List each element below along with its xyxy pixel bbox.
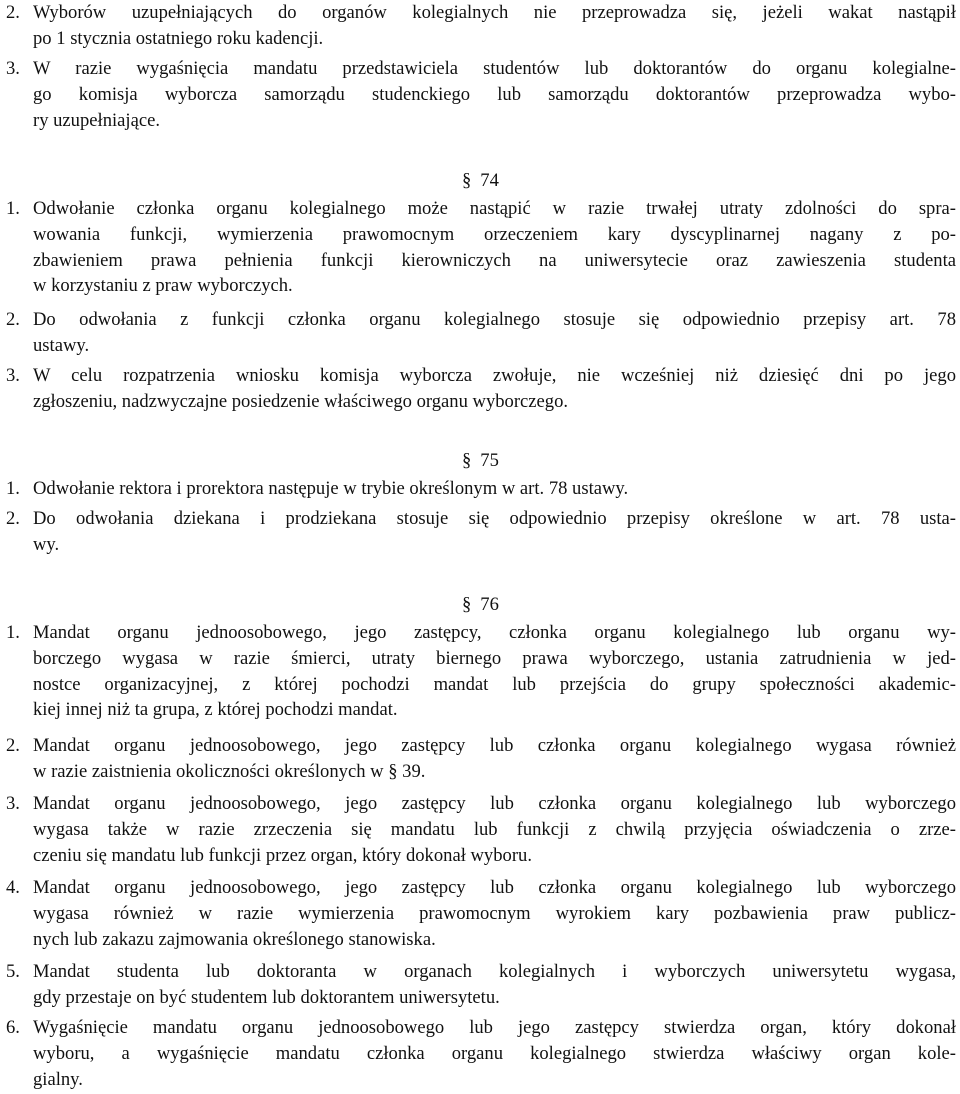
text-line: wyboru, a wygaśnięcie mandatu członka organu kolegialnego stwierdza właściwy organ kole- — [33, 1042, 956, 1064]
item-number: 1. — [6, 622, 20, 643]
text-line: nostce organizacyjnej, z której pochodzi mandat lub przejścia do grupy społeczności akademic- — [33, 673, 956, 695]
item-number: 1. — [6, 198, 20, 219]
paragraph-item — [6, 0, 956, 52]
text-line: ustawy. — [33, 334, 90, 356]
paragraph-item — [6, 363, 956, 415]
paragraph-item — [6, 791, 956, 868]
text-line: kiej innej niż ta grupa, z której pochodzi mandat. — [33, 699, 398, 721]
text-line: Odwołanie członka organu kolegialnego może nastąpić w razie trwałej utraty zdolności do spra- — [33, 198, 956, 219]
text-line: Wygaśnięcie mandatu organu jednoosobowego lub jego zastępcy stwierdza organ, który dokonał — [33, 1017, 956, 1038]
text-line: czeniu się mandatu lub funkcji przez organ, który dokonał wyboru. — [33, 844, 532, 866]
text-line: w razie zaistnienia okoliczności określonych w § 39. — [33, 760, 426, 782]
item-number: 3. — [6, 793, 20, 814]
item-number: 2. — [6, 735, 20, 756]
text-line: Mandat organu jednoosobowego, jego zastępcy lub członka organu kolegialnego wygasa również — [33, 735, 956, 756]
text-line: go komisja wyborcza samorządu studenckiego lub samorządu doktorantów przeprowadza wybo- — [33, 83, 956, 105]
item-number: 1. — [6, 478, 20, 499]
text-line: borczego wygasa w razie śmierci, utraty biernego prawa wyborczego, ustania zatrudnienia w jed- — [33, 647, 956, 669]
item-number: 3. — [6, 365, 20, 386]
item-number: 5. — [6, 961, 20, 982]
text-line: zgłoszeniu, nadzwyczajne posiedzenie właściwego organu wyborczego. — [33, 390, 569, 412]
text-line: wy. — [33, 533, 60, 555]
paragraph-item — [6, 476, 956, 502]
item-number: 2. — [6, 2, 20, 23]
text-line: nych lub zakazu zajmowania określonego stanowiska. — [33, 928, 436, 950]
paragraph-item — [6, 307, 956, 359]
paragraph-item — [6, 56, 956, 133]
section-number: 74 — [480, 170, 499, 191]
paragraph-item — [6, 196, 956, 299]
text-line: gialny. — [33, 1068, 83, 1090]
section-heading — [462, 168, 499, 194]
text-line: W razie wygaśnięcia mandatu przedstawiciela studentów lub doktorantów do organu kolegialne- — [33, 58, 956, 79]
paragraph-item — [6, 1015, 956, 1092]
text-line: ry uzupełniające. — [33, 109, 160, 131]
text-line: w korzystaniu z praw wyborczych. — [33, 275, 293, 297]
text-line: Do odwołania dziekana i prodziekana stosuje się odpowiednio przepisy określone w art. 78 usta- — [33, 508, 956, 529]
text-line: wowania funkcji, wymierzenia prawomocnym orzeczeniem kary dyscyplinarnej nagany z po- — [33, 223, 956, 245]
item-number: 3. — [6, 58, 20, 79]
paragraph-item — [6, 733, 956, 785]
section-sign: § — [462, 170, 472, 191]
paragraph-item — [6, 959, 956, 1011]
text-line: po 1 stycznia ostatniego roku kadencji. — [33, 27, 324, 49]
section-heading — [462, 592, 499, 618]
text-line: Odwołanie rektora i prorektora następuje w trybie określonym w art. 78 ustawy. — [33, 478, 629, 499]
item-number: 2. — [6, 508, 20, 529]
section-sign: § — [462, 594, 472, 615]
text-line: Do odwołania z funkcji członka organu kolegialnego stosuje się odpowiednio przepisy art. 78 — [33, 309, 956, 330]
text-line: Wyborów uzupełniających do organów kolegialnych nie przeprowadza się, jeżeli wakat nastąpił — [33, 2, 956, 23]
paragraph-item — [6, 506, 956, 558]
text-line: W celu rozpatrzenia wniosku komisja wyborcza zwołuje, nie wcześniej niż dziesięć dni po jego — [33, 365, 956, 386]
text-line: zbawieniem prawa pełnienia funkcji kierowniczych na uniwersytecie oraz zawieszenia studenta — [33, 249, 956, 271]
paragraph-item — [6, 875, 956, 952]
text-line: gdy przestaje on być studentem lub doktorantem uniwersytetu. — [33, 986, 500, 1008]
section-number: 75 — [480, 450, 499, 471]
item-number: 2. — [6, 309, 20, 330]
paragraph-item — [6, 620, 956, 723]
text-line: Mandat organu jednoosobowego, jego zastępcy lub członka organu kolegialnego lub wyborczego — [33, 793, 956, 814]
text-line: Mandat studenta lub doktoranta w organach kolegialnych i wyborczych uniwersytetu wygasa, — [33, 961, 956, 982]
item-number: 4. — [6, 877, 20, 898]
text-line: wygasa także w razie zrzeczenia się mandatu lub funkcji z chwilą przyjęcia oświadczenia o zrze- — [33, 818, 956, 840]
text-line: Mandat organu jednoosobowego, jego zastępcy lub członka organu kolegialnego lub wyborczego — [33, 877, 956, 898]
text-line: Mandat organu jednoosobowego, jego zastępcy, członka organu kolegialnego lub organu wy- — [33, 622, 956, 643]
section-number: 76 — [480, 594, 499, 615]
section-heading — [462, 448, 499, 474]
item-number: 6. — [6, 1017, 20, 1038]
section-sign: § — [462, 450, 472, 471]
text-line: wygasa również w razie wymierzenia prawomocnym wyrokiem kary pozbawienia praw publicz- — [33, 902, 956, 924]
